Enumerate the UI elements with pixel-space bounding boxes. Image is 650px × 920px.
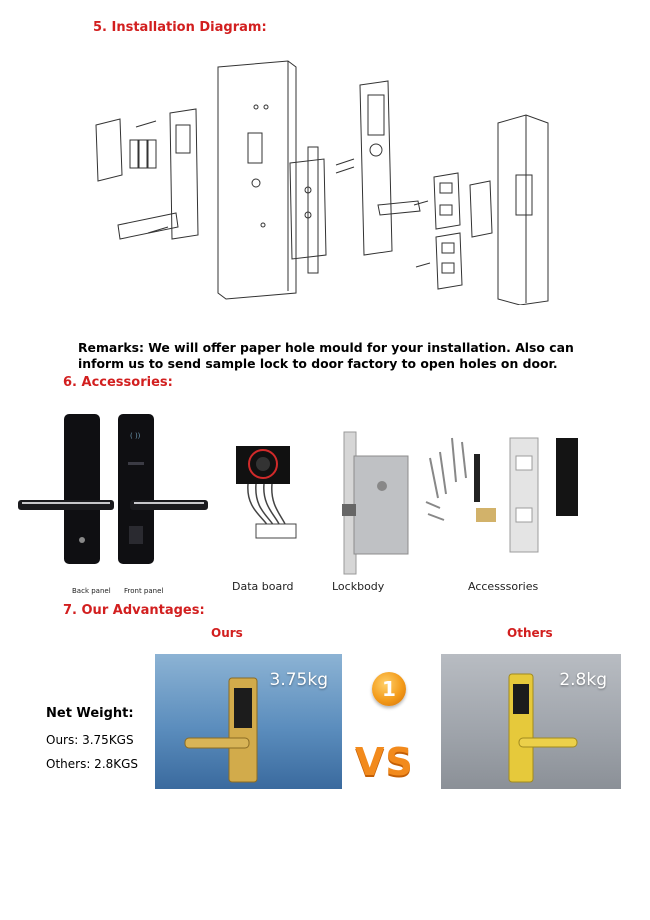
remarks-text: Remarks: We will offer paper hole mould for your installation. Also can inform us to send sample lock to door factory to open holes on door. — [78, 340, 574, 371]
accessories-image — [426, 438, 578, 552]
section-heading-accessories: 6. Accessories: — [63, 375, 173, 390]
caption-data-board: Data board — [232, 580, 294, 593]
section-heading-installation: 5. Installation Diagram: — [93, 20, 267, 35]
installation-exploded-diagram — [78, 55, 578, 305]
first-place-medal-icon: 1 — [372, 672, 406, 706]
column-label-others: Others — [507, 626, 553, 640]
net-weight-title: Net Weight: — [46, 706, 134, 721]
others-photo-weight: 2.8kg — [559, 670, 607, 690]
svg-text:( )): ( )) — [130, 432, 141, 440]
column-label-ours: Ours — [211, 626, 243, 640]
caption-lockbody: Lockbody — [332, 580, 385, 593]
ours-weight-line: Ours: 3.75KGS — [46, 733, 134, 747]
caption-back-panel: Back panel — [72, 587, 111, 595]
vs-label: VS — [355, 740, 414, 784]
front-panel-image — [118, 414, 208, 564]
data-board-image — [236, 446, 296, 538]
accessories-photos — [0, 398, 650, 598]
lockbody-image — [342, 432, 408, 574]
section-heading-advantages: 7. Our Advantages: — [63, 603, 205, 618]
caption-front-panel: Front panel — [124, 587, 164, 595]
caption-accessories: Accesssories — [468, 580, 539, 593]
ours-photo-weight: 3.75kg — [269, 670, 328, 690]
others-lock-photo — [441, 654, 621, 789]
others-weight-line: Others: 2.8KGS — [46, 757, 139, 771]
back-panel-image — [18, 414, 114, 564]
ours-lock-photo — [155, 654, 342, 789]
